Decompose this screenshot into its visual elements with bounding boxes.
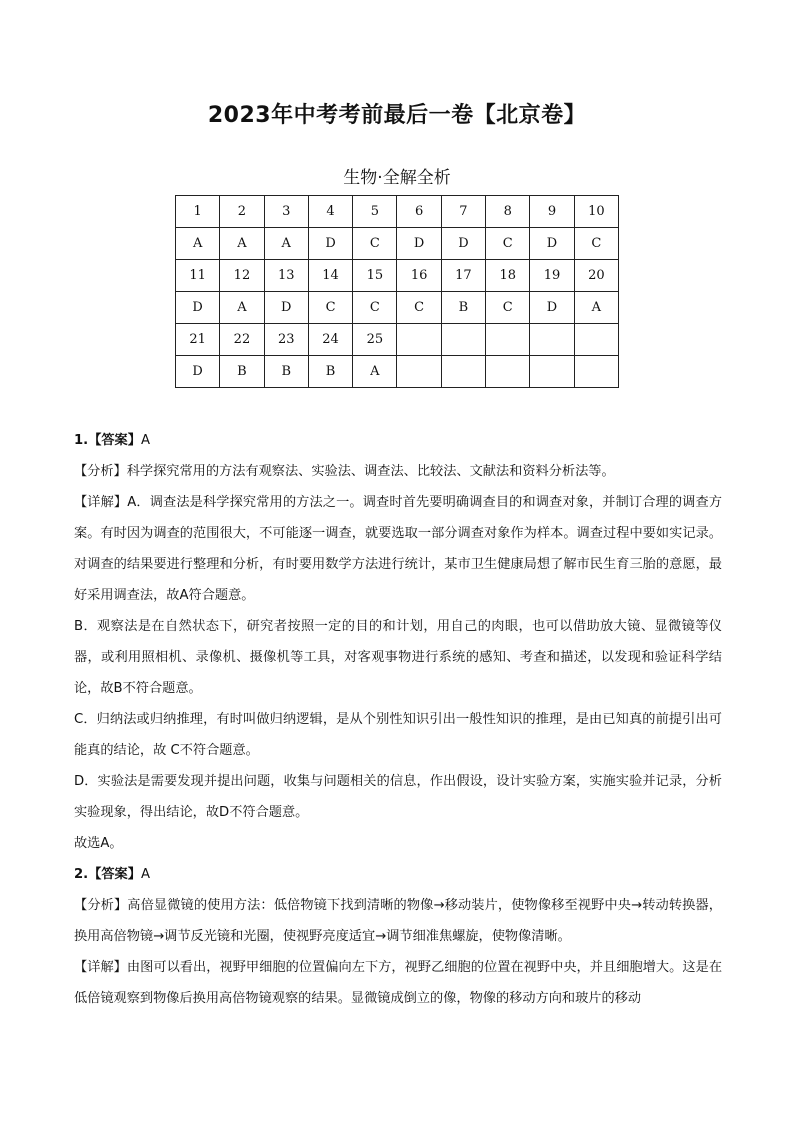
table-cell: C — [308, 292, 352, 324]
solutions-body — [74, 425, 722, 1014]
table-cell: B — [264, 356, 308, 388]
table-cell: D — [264, 292, 308, 324]
table-cell: C — [353, 292, 397, 324]
q1-detail-b: B．观察法是在自然状态下，研究者按照一定的目的和计划，用自己的肉眼，也可以借助放大镜、显微镜等仪器，或利用照相机、录像机、摄像机等工具，对客观事物进行系统的感知、考查和描述，以发现和验证科学结论，故B不符合题意。 — [74, 619, 722, 696]
page-subtitle: 生物·全解全析 — [343, 168, 451, 188]
table-cell — [530, 356, 574, 388]
q2-analysis — [74, 890, 722, 952]
table-cell — [441, 324, 485, 356]
table-cell: B — [220, 356, 264, 388]
table-cell — [441, 356, 485, 388]
table-cell — [486, 324, 530, 356]
table-cell: 24 — [308, 324, 352, 356]
table-cell: A — [220, 292, 264, 324]
table-cell: 12 — [220, 260, 264, 292]
table-cell: D — [530, 292, 574, 324]
table-cell: D — [530, 228, 574, 260]
table-cell: B — [441, 292, 485, 324]
table-row — [176, 228, 619, 260]
q1-detail-c: C．归纳法或归纳推理，有时叫做归纳逻辑，是从个别性知识引出一般性知识的推理，是由已知真的前提引出可能真的结论，故 C不符合题意。 — [74, 712, 722, 758]
table-cell — [574, 356, 618, 388]
table-cell: 9 — [530, 196, 574, 228]
table-cell: B — [308, 356, 352, 388]
table-cell: C — [486, 292, 530, 324]
table-cell: 8 — [486, 196, 530, 228]
table-cell: 23 — [264, 324, 308, 356]
table-cell: 13 — [264, 260, 308, 292]
q1-answer-line — [74, 425, 722, 456]
table-cell: D — [441, 228, 485, 260]
q2-analysis-tag: 【分析】 — [74, 898, 128, 913]
q1-answer: A — [140, 433, 150, 448]
table-cell: 15 — [353, 260, 397, 292]
table-cell: A — [574, 292, 618, 324]
table-row — [176, 292, 619, 324]
table-cell: 2 — [220, 196, 264, 228]
table-cell: 14 — [308, 260, 352, 292]
table-cell: 6 — [397, 196, 441, 228]
table-cell: 17 — [441, 260, 485, 292]
q1-number: 1. — [74, 433, 89, 448]
table-cell: A — [220, 228, 264, 260]
q2-analysis-text: 高倍显微镜的使用方法：低倍物镜下找到清晰的物像→移动装片，使物像移至视野中央→转动转换器，换用高倍物镜→调节反光镜和光圈，使视野亮度适宜→调节细准焦螺旋，使物像清晰。 — [74, 898, 722, 944]
table-cell: 7 — [441, 196, 485, 228]
table-cell: C — [353, 228, 397, 260]
table-cell: 21 — [176, 324, 220, 356]
q2-answer-tag: 【答案】 — [88, 867, 141, 882]
table-cell: 11 — [176, 260, 220, 292]
table-cell — [574, 324, 618, 356]
q1-detail-d: D．实验法是需要发现并提出问题，收集与问题相关的信息，作出假设，设计实验方案，实施实验并记录，分析实验现象，得出结论，故D不符合题意。 — [74, 774, 722, 820]
table-cell: A — [264, 228, 308, 260]
table-cell: D — [176, 292, 220, 324]
table-cell: C — [397, 292, 441, 324]
q2-detail-text: 由图可以看出，视野甲细胞的位置偏向左下方，视野乙细胞的位置在视野中央，并且细胞增大。这是在低倍镜观察到物像后换用高倍物镜观察的结果。显微镜成倒立的像，物像的移动方向和玻片的移动 — [74, 960, 723, 1006]
table-cell: 4 — [308, 196, 352, 228]
q2-answer: A — [140, 867, 150, 882]
q1-detail-a-text: A．调查法是科学探究常用的方法之一。调查时首先要明确调查目的和调查对象，并制订合理的调查方案。有时因为调查的范围很大，不可能逐一调查，就要选取一部分调查对象作为样本。调查过程中要如实记录。对调查的结果要进行整理和分析，有时要用数学方法进行统计，某市卫生健康局想了解市民生育三胎的意愿，最好采用调查法，故A符合题意。 — [74, 495, 722, 603]
q1-analysis-text: 科学探究常用的方法有观察法、实验法、调查法、比较法、文献法和资料分析法等。 — [126, 464, 615, 479]
table-cell — [397, 324, 441, 356]
table-cell — [530, 324, 574, 356]
table-cell: D — [397, 228, 441, 260]
table-cell: 5 — [353, 196, 397, 228]
q1-analysis — [74, 456, 722, 487]
q2-detail — [74, 952, 722, 1014]
q2-answer-line — [74, 859, 722, 890]
table-cell: C — [574, 228, 618, 260]
q1-detail-a — [74, 487, 722, 611]
table-cell: 25 — [353, 324, 397, 356]
table-row — [176, 356, 619, 388]
table-cell: 20 — [574, 260, 618, 292]
table-cell: D — [308, 228, 352, 260]
table-cell: 16 — [397, 260, 441, 292]
q2-detail-tag: 【详解】 — [74, 960, 127, 975]
table-cell: D — [176, 356, 220, 388]
page-title: 2023年中考考前最后一卷【北京卷】 — [207, 103, 587, 128]
q1-answer-tag: 【答案】 — [88, 433, 141, 448]
q1-analysis-tag: 【分析】 — [74, 464, 127, 479]
q2-number: 2. — [74, 867, 89, 882]
table-cell — [397, 356, 441, 388]
q1-detail-tag: 【详解】 — [74, 495, 128, 510]
table-cell: A — [176, 228, 220, 260]
q1-conclusion: 故选A。 — [74, 836, 123, 851]
table-row — [176, 260, 619, 292]
table-cell: A — [353, 356, 397, 388]
table-row — [176, 324, 619, 356]
table-cell: 3 — [264, 196, 308, 228]
table-cell — [486, 356, 530, 388]
table-cell: 19 — [530, 260, 574, 292]
table-cell: 10 — [574, 196, 618, 228]
answer-table — [175, 195, 619, 388]
table-cell: C — [486, 228, 530, 260]
table-cell: 18 — [486, 260, 530, 292]
table-row — [176, 196, 619, 228]
table-cell: 1 — [176, 196, 220, 228]
table-cell: 22 — [220, 324, 264, 356]
